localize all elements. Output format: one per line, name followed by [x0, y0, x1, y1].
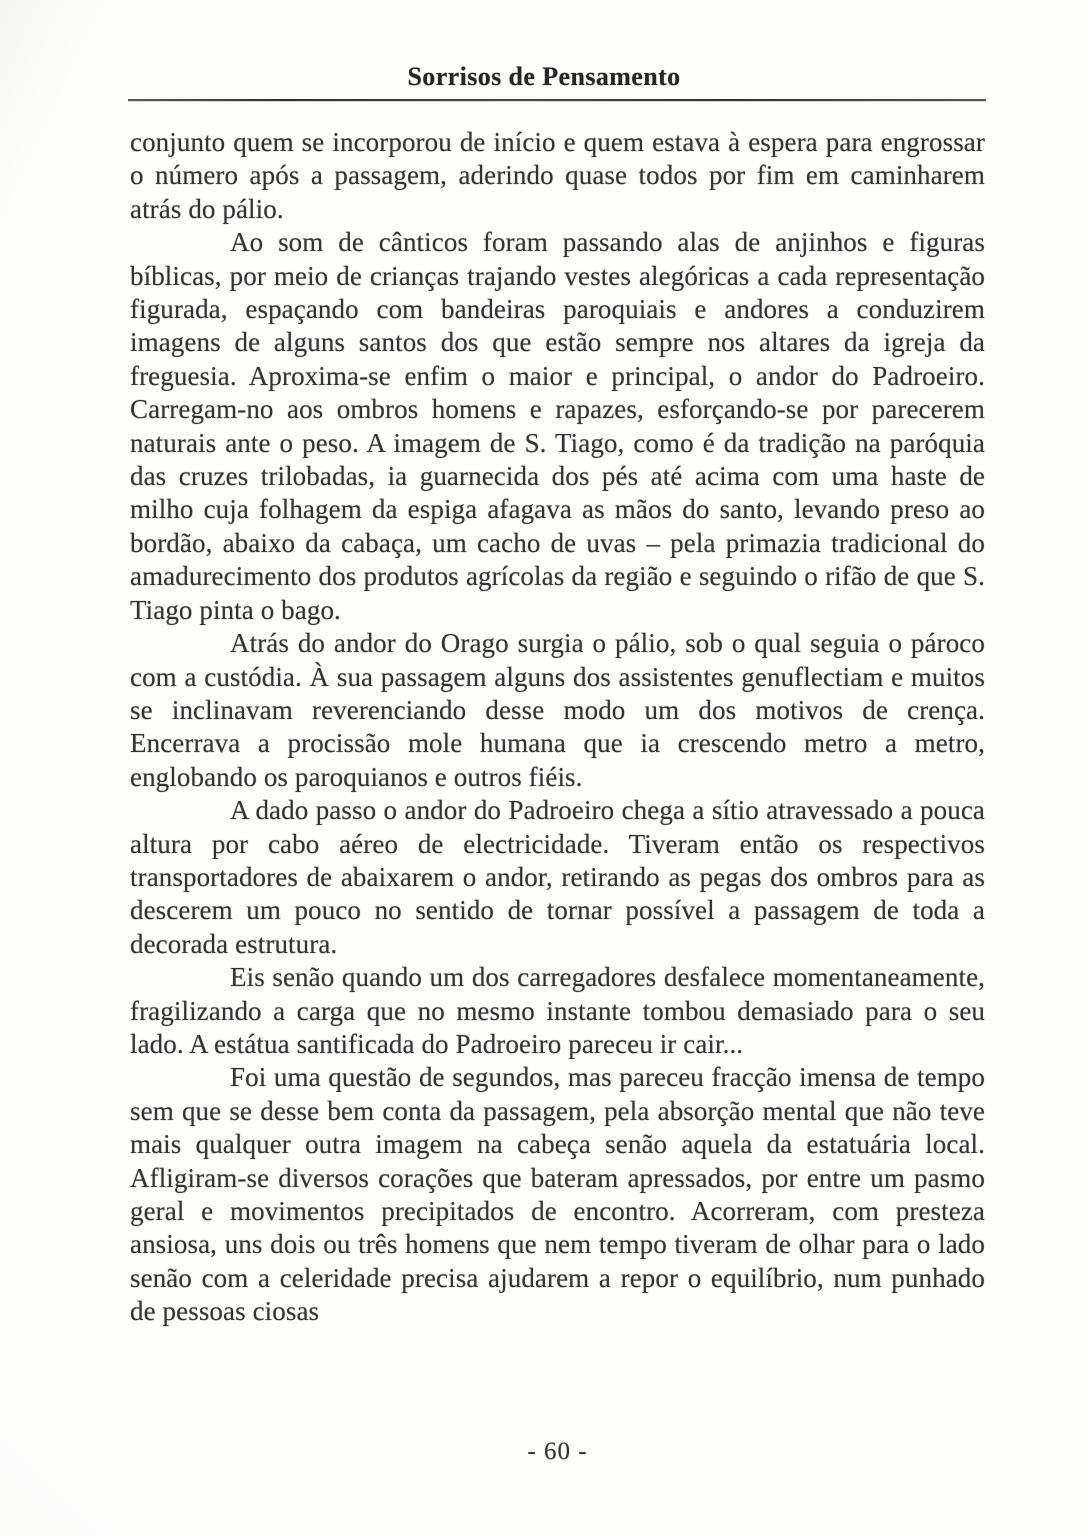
- header-rule: [128, 99, 986, 101]
- paragraph-5: Eis senão quando um dos carregadores desfalece momentaneamente, fragilizando a carga que no mesmo instante tombou demasiado para o seu lado. A estátua santificada do Padroeiro pareceu ir cair...: [130, 962, 985, 1059]
- running-header-title: Sorrisos de Pensamento: [407, 62, 681, 91]
- page-body: [130, 126, 985, 1329]
- paragraph-4: A dado passo o andor do Padroeiro chega a sítio atravessado a pouca altura por cabo aéreo de electricidade. Tiveram então os respectivos transportadores de abaixarem o andor, retirando as pegas dos ombros para as descerem um pouco no sentido de tornar possível a passagem de toda a decorada estrutura.: [130, 795, 985, 959]
- page-footer: [130, 1438, 985, 1466]
- paragraph-3: Atrás do andor do Orago surgia o pálio, sob o qual seguia o pároco com a custódia. À sua passagem alguns dos assistentes genuflectiam e muitos se inclinavam reverenciando desse modo um dos motivos de crença. Encerrava a procissão mole humana que ia crescendo metro a metro, englobando os paroquianos e outros fiéis.: [130, 628, 985, 792]
- paragraph-6: Foi uma questão de segundos, mas pareceu fracção imensa de tempo sem que se desse bem conta da passagem, pela absorção mental que não teve mais qualquer outra imagem na cabeça senão aquela da estatuária local. Afligiram-se diversos corações que bateram apressados, por entre um pasmo geral e movimentos precipitados de encontro. Acorreram, com presteza ansiosa, uns dois ou três homens que nem tempo tiveram de olhar para o lado senão com a celeridade precisa ajudarem a repor o equilíbrio, num punhado de pessoas ciosas: [130, 1062, 985, 1327]
- paragraph-2: Ao som de cânticos foram passando alas de anjinhos e figuras bíblicas, por meio de crianças trajando vestes alegóricas a cada representação figurada, espaçando com bandeiras paroquiais e andores a conduzirem imagens de alguns santos dos que estão sempre nos altares da igreja da freguesia. Aproxima-se enfim o maior e principal, o andor do Padroeiro. Carregam-no aos ombros homens e rapazes, esforçando-se por parecerem naturais ante o peso. A imagem de S. Tiago, como é da tradição na paróquia das cruzes trilobadas, ia guarnecida dos pés até acima com uma haste de milho cuja folhagem da espiga afagava as mãos do santo, levando preso ao bordão, abaixo da cabaça, um cacho de uvas – pela primazia tradicional do amadurecimento dos produtos agrícolas da região e seguindo o rifão de que S. Tiago pinta o bago.: [130, 227, 985, 625]
- paragraph-1-continuation: conjunto quem se incorporou de início e quem estava à espera para engrossar o número após a passagem, aderindo quase todos por fim em caminharem atrás do pálio.: [130, 127, 985, 224]
- page-number: - 60 -: [527, 1438, 588, 1465]
- page-header: [0, 0, 1088, 101]
